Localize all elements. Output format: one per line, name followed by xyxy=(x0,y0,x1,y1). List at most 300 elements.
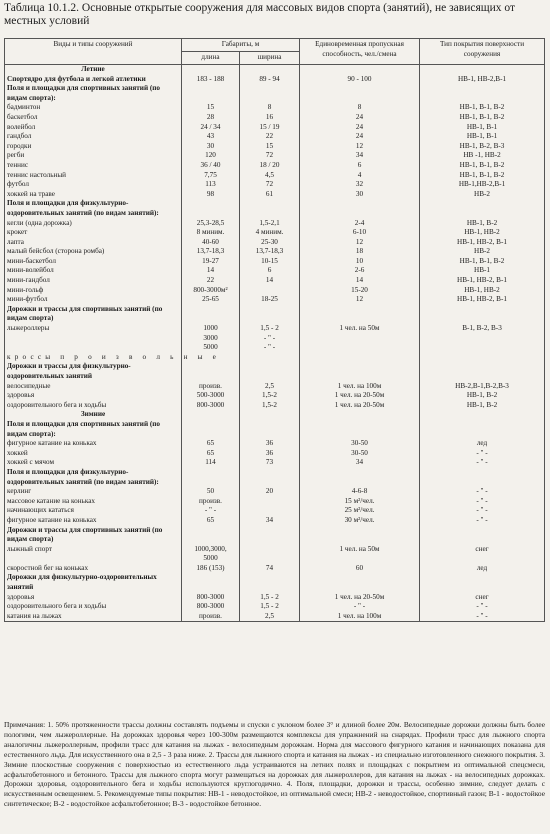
empty-cell xyxy=(420,84,545,103)
table-row xyxy=(5,458,545,468)
header-surface: Тип покрытия поверхности сооружения xyxy=(420,39,545,65)
empty-cell xyxy=(240,65,300,75)
length-cell: 5000 xyxy=(182,343,240,353)
empty-cell xyxy=(300,305,420,324)
empty-cell xyxy=(420,65,545,75)
table-row xyxy=(5,142,545,152)
surface-cell: - " - xyxy=(420,449,545,459)
empty-cell xyxy=(182,468,240,487)
empty-cell xyxy=(240,410,300,420)
surface-cell: НВ-1, В-1 xyxy=(420,123,545,133)
empty-cell xyxy=(300,573,420,592)
capacity-cell: 1 чел. на 50м xyxy=(300,324,420,334)
table-row xyxy=(5,564,545,574)
length-cell: произв. xyxy=(182,382,240,392)
table-row xyxy=(5,612,545,622)
capacity-cell: 8 xyxy=(300,103,420,113)
width-cell: 1,5-2 xyxy=(240,391,300,401)
width-cell: 25-30 xyxy=(240,238,300,248)
width-cell xyxy=(240,497,300,507)
length-cell: 7,75 xyxy=(182,171,240,181)
empty-cell xyxy=(300,199,420,218)
capacity-cell: 24 xyxy=(300,113,420,123)
table-row xyxy=(5,593,545,603)
surface-cell: НВ-1, В-1 xyxy=(420,132,545,142)
table-row xyxy=(5,382,545,392)
length-cell: 43 xyxy=(182,132,240,142)
empty-cell xyxy=(182,199,240,218)
capacity-cell: 4 xyxy=(300,171,420,181)
surface-cell: НВ-1, НВ-2, В-1 xyxy=(420,238,545,248)
empty-cell xyxy=(300,84,420,103)
surface-cell: НВ-1,НВ-2,В-1 xyxy=(420,180,545,190)
season-row xyxy=(5,410,545,420)
surface-cell: - " - xyxy=(420,602,545,612)
facility-name: баскетбол xyxy=(5,113,182,123)
facility-name: мини-футбол xyxy=(5,295,182,305)
width-cell: 18 / 20 xyxy=(240,161,300,171)
group-row xyxy=(5,305,545,324)
width-cell: 22 xyxy=(240,132,300,142)
empty-cell xyxy=(240,526,300,545)
capacity-cell: 1 чел. на 20-50м xyxy=(300,593,420,603)
capacity-cell: 34 xyxy=(300,151,420,161)
table-row xyxy=(5,180,545,190)
facility-name: лыжероллеры xyxy=(5,324,182,334)
facility-name: Спортядро для футбола и легкой атлетики xyxy=(5,75,182,85)
facility-name: теннис настольный xyxy=(5,171,182,181)
empty-cell xyxy=(182,420,240,439)
width-cell: 36 xyxy=(240,449,300,459)
surface-cell: НВ-1, НВ-2,В-1 xyxy=(420,75,545,85)
empty-cell xyxy=(420,468,545,487)
facility-name: кегли (одна дорожка) xyxy=(5,219,182,229)
surface-cell: НВ-1, В-1, В-2 xyxy=(420,171,545,181)
empty-cell xyxy=(300,468,420,487)
facility-name: крокет xyxy=(5,228,182,238)
empty-cell xyxy=(300,410,420,420)
capacity-cell: 24 xyxy=(300,132,420,142)
empty-cell xyxy=(420,420,545,439)
facility-name: гандбол xyxy=(5,132,182,142)
facility-name: мини-волейбол xyxy=(5,266,182,276)
surface-cell: НВ -1, НВ-2 xyxy=(420,151,545,161)
empty-cell xyxy=(420,353,545,363)
capacity-cell xyxy=(300,554,420,564)
table-row xyxy=(5,228,545,238)
table-row xyxy=(5,449,545,459)
length-cell: - " - xyxy=(182,506,240,516)
capacity-cell: 30 м²/чел. xyxy=(300,516,420,526)
group-row xyxy=(5,84,545,103)
facility-name: регби xyxy=(5,151,182,161)
length-cell: 114 xyxy=(182,458,240,468)
empty-cell xyxy=(240,84,300,103)
capacity-cell: 10 xyxy=(300,257,420,267)
table-row xyxy=(5,343,545,353)
table-row xyxy=(5,151,545,161)
table-row xyxy=(5,334,545,344)
facility-name: оздоровительного бега и ходьбы xyxy=(5,401,182,411)
width-cell: 18-25 xyxy=(240,295,300,305)
group-row xyxy=(5,420,545,439)
facility-name: лапта xyxy=(5,238,182,248)
facility-name: оздоровительного бега и ходьбы xyxy=(5,602,182,612)
length-cell: 8 миним. xyxy=(182,228,240,238)
capacity-cell: 30 xyxy=(300,190,420,200)
table-row xyxy=(5,602,545,612)
surface-cell: снег xyxy=(420,593,545,603)
empty-cell xyxy=(240,362,300,381)
capacity-cell: 6-10 xyxy=(300,228,420,238)
table-row xyxy=(5,113,545,123)
table-row xyxy=(5,132,545,142)
width-cell: 2,5 xyxy=(240,612,300,622)
capacity-cell: 15-20 xyxy=(300,286,420,296)
surface-cell: НВ-1, В-1, В-2 xyxy=(420,113,545,123)
length-cell: 36 / 40 xyxy=(182,161,240,171)
length-cell: 500-3000 xyxy=(182,391,240,401)
width-cell xyxy=(240,545,300,555)
facility-name: массовое катание на коньках xyxy=(5,497,182,507)
width-cell: 4,5 xyxy=(240,171,300,181)
surface-cell: - " - xyxy=(420,497,545,507)
group-row xyxy=(5,573,545,592)
capacity-cell: 6 xyxy=(300,161,420,171)
length-cell: 24 / 34 xyxy=(182,123,240,133)
width-cell: 8 xyxy=(240,103,300,113)
width-cell: 2,5 xyxy=(240,382,300,392)
table-row xyxy=(5,506,545,516)
surface-cell: - " - xyxy=(420,458,545,468)
table-row xyxy=(5,295,545,305)
capacity-cell xyxy=(300,343,420,353)
surface-cell xyxy=(420,554,545,564)
facility-name: мини-гандбол xyxy=(5,276,182,286)
facility-name: футбол xyxy=(5,180,182,190)
length-cell: 30 xyxy=(182,142,240,152)
length-cell: 50 xyxy=(182,487,240,497)
length-cell: 28 xyxy=(182,113,240,123)
table-row xyxy=(5,487,545,497)
table-row xyxy=(5,171,545,181)
facility-name xyxy=(5,554,182,564)
width-cell: 15 xyxy=(240,142,300,152)
empty-cell xyxy=(182,84,240,103)
capacity-cell: 34 xyxy=(300,458,420,468)
length-cell: 5000 xyxy=(182,554,240,564)
table-row xyxy=(5,266,545,276)
facility-name: кроссы п р о и з в о л ь н ы е xyxy=(5,353,182,363)
group-row xyxy=(5,526,545,545)
table-row xyxy=(5,103,545,113)
table-row xyxy=(5,219,545,229)
width-cell: 14 xyxy=(240,276,300,286)
header-dimensions: Габариты, м xyxy=(182,39,300,52)
capacity-cell: 12 xyxy=(300,142,420,152)
capacity-cell xyxy=(300,334,420,344)
surface-cell: НВ-1, В-2 xyxy=(420,401,545,411)
season-row xyxy=(5,65,545,75)
surface-cell: НВ-1, В-1, В-2 xyxy=(420,257,545,267)
length-cell: 65 xyxy=(182,439,240,449)
capacity-cell: - " - xyxy=(300,602,420,612)
width-cell: 6 xyxy=(240,266,300,276)
empty-cell xyxy=(240,353,300,363)
length-cell: 15 xyxy=(182,103,240,113)
facility-name: волейбол xyxy=(5,123,182,133)
facility-name xyxy=(5,334,182,344)
capacity-cell: 18 xyxy=(300,247,420,257)
length-cell: 1000 xyxy=(182,324,240,334)
width-cell: 89 - 94 xyxy=(240,75,300,85)
surface-cell: НВ-1, НВ-2 xyxy=(420,228,545,238)
empty-cell xyxy=(182,573,240,592)
length-cell: 98 xyxy=(182,190,240,200)
table-row xyxy=(5,324,545,334)
length-cell: 3000 xyxy=(182,334,240,344)
table-row xyxy=(5,545,545,555)
empty-cell xyxy=(240,199,300,218)
facility-name: мини-гольф xyxy=(5,286,182,296)
width-cell: - " - xyxy=(240,334,300,344)
length-cell: 13,7-18,3 xyxy=(182,247,240,257)
surface-cell: - " - xyxy=(420,612,545,622)
width-cell: 36 xyxy=(240,439,300,449)
group-row xyxy=(5,468,545,487)
surface-cell: НВ-2,В-1,В-2,В-3 xyxy=(420,382,545,392)
empty-cell xyxy=(300,353,420,363)
surface-cell: НВ-1 xyxy=(420,266,545,276)
table-row xyxy=(5,238,545,248)
length-cell: 1000,3000, xyxy=(182,545,240,555)
facility-name: бадминтон xyxy=(5,103,182,113)
facility-name: хоккей с мячом xyxy=(5,458,182,468)
facility-name: катания на лыжах xyxy=(5,612,182,622)
facility-name: фигурное катание на коньках xyxy=(5,439,182,449)
capacity-cell: 4-6-8 xyxy=(300,487,420,497)
empty-cell xyxy=(240,573,300,592)
empty-cell xyxy=(240,420,300,439)
empty-cell xyxy=(420,199,545,218)
capacity-cell: 15 м²/чел. xyxy=(300,497,420,507)
surface-cell: НВ-1, В-2 xyxy=(420,219,545,229)
facility-name: Поля и площадки для физкультурно-оздоровительных занятий (по видам занятий): xyxy=(5,199,182,218)
surface-cell: НВ-1, В-2 xyxy=(420,391,545,401)
empty-cell xyxy=(240,468,300,487)
empty-cell xyxy=(420,362,545,381)
empty-cell xyxy=(182,362,240,381)
width-cell xyxy=(240,554,300,564)
facility-name: городки xyxy=(5,142,182,152)
header-width: ширина xyxy=(240,51,300,65)
capacity-cell: 2-6 xyxy=(300,266,420,276)
length-cell: 14 xyxy=(182,266,240,276)
length-cell: 120 xyxy=(182,151,240,161)
capacity-cell: 30-50 xyxy=(300,439,420,449)
facility-name: теннис xyxy=(5,161,182,171)
capacity-cell: 12 xyxy=(300,238,420,248)
capacity-cell: 12 xyxy=(300,295,420,305)
width-cell: 1,5 - 2 xyxy=(240,324,300,334)
empty-cell xyxy=(182,410,240,420)
width-cell xyxy=(240,286,300,296)
capacity-cell: 1 чел. на 20-50м xyxy=(300,391,420,401)
capacity-cell: 24 xyxy=(300,123,420,133)
footnotes: Примечания: 1. 50% протяженности трассы должны составлять подъемы и спуски с уклоном более 3° и длиной более 20м. Велосипедные дорожки должны быть более пологими, чем лыжероллерные. На дорожках здоровья через 100-300м размещаются комплексы для упражнений на снарядах. Профили трасс для лыжного спорта аналогичны лыжероллерным, профили трасс для катания на лыжах - велосипедным дорожкам. Норма для массового фигурного катания и начинающих показана для естественного льда. Для искусственного она в 2,5 - 3 раза ниже. 2. Трассы для лыжного спорта и катания на лыжах - из специально изготовленного снежного покрытия. 3. Зимние плоскостные сооружения с поверхностью из естественного льда устраиваются на летних полях и площадках с покрытием из оптимальной спецсмеси, асфальтобетонного и бетонного. Трассы для лыжного спорта могут размещаться на дорожках для лыжероллеров, для катания на лыжах - на велосипедных дорожках. Дорожки здоровья, оздоровительного бега и ходьбы используются круглогодично. 4. Поля, площадки, дорожки и трассы, особенно зимние, следует делать с искусственным освещением. 5. Рекомендуемые типы покрытия: НВ-1 - неводостойкое, из оптимальной смеси; НВ-2 - неводостойкое, спортивный газон; В-1 - водостойкое синтетическое; В-2 - водостойкое асфальтобетонное; В-3 - водостойкое бетонное. xyxy=(4,720,545,809)
capacity-cell: 90 - 100 xyxy=(300,75,420,85)
width-cell: 1,5 - 2 xyxy=(240,593,300,603)
facility-name: начинающих кататься xyxy=(5,506,182,516)
width-cell: 72 xyxy=(240,180,300,190)
facility-name: хоккей на траве xyxy=(5,190,182,200)
capacity-cell: 30-50 xyxy=(300,449,420,459)
facility-name: скоростной бег на коньках xyxy=(5,564,182,574)
table-body xyxy=(5,65,545,622)
length-cell: 800-3000 xyxy=(182,602,240,612)
surface-cell: НВ-2 xyxy=(420,247,545,257)
table-row xyxy=(5,247,545,257)
width-cell: 1,5-2 xyxy=(240,401,300,411)
facility-name: фигурное катание на коньках xyxy=(5,516,182,526)
facility-name: велосипедные xyxy=(5,382,182,392)
width-cell: 1,5 - 2 xyxy=(240,602,300,612)
header-type: Виды и типы сооружений xyxy=(5,39,182,65)
length-cell: произв. xyxy=(182,497,240,507)
capacity-cell: 1 чел. на 20-50м xyxy=(300,401,420,411)
surface-cell: НВ-1, НВ-2, В-1 xyxy=(420,276,545,286)
surface-cell: НВ-1, В-1, В-2 xyxy=(420,103,545,113)
capacity-cell: 14 xyxy=(300,276,420,286)
facility-name: здоровья xyxy=(5,391,182,401)
empty-cell xyxy=(182,65,240,75)
surface-cell: НВ-1, В-2, В-3 xyxy=(420,142,545,152)
empty-cell xyxy=(300,65,420,75)
width-cell: - " - xyxy=(240,343,300,353)
surface-cell: НВ-1, НВ-2, В-1 xyxy=(420,295,545,305)
length-cell: 25-65 xyxy=(182,295,240,305)
empty-cell xyxy=(182,305,240,324)
surface-cell: снег xyxy=(420,545,545,555)
table-row xyxy=(5,554,545,564)
length-cell: 113 xyxy=(182,180,240,190)
length-cell: 40-60 xyxy=(182,238,240,248)
length-cell: 183 - 188 xyxy=(182,75,240,85)
facility-name: мини-баскетбол xyxy=(5,257,182,267)
surface-cell: - " - xyxy=(420,506,545,516)
width-cell: 61 xyxy=(240,190,300,200)
facility-name: Летние xyxy=(5,65,182,75)
width-cell: 72 xyxy=(240,151,300,161)
table-row xyxy=(5,439,545,449)
empty-cell xyxy=(420,410,545,420)
table-row xyxy=(5,401,545,411)
group-row xyxy=(5,362,545,381)
table-row xyxy=(5,257,545,267)
length-cell: 22 xyxy=(182,276,240,286)
surface-cell xyxy=(420,343,545,353)
table-row xyxy=(5,286,545,296)
width-cell: 13,7-18,3 xyxy=(240,247,300,257)
facility-name xyxy=(5,343,182,353)
facility-name: Зимние xyxy=(5,410,182,420)
empty-cell xyxy=(420,573,545,592)
length-cell: 19-27 xyxy=(182,257,240,267)
facility-name: керлинг xyxy=(5,487,182,497)
empty-cell xyxy=(240,305,300,324)
header-capacity: Единовременная пропускная способность, чел./смена xyxy=(300,39,420,65)
capacity-cell: 1 чел. на 100м xyxy=(300,382,420,392)
facility-name: Поля и площадки для спортивных занятий (по видам спорта): xyxy=(5,420,182,439)
table-row xyxy=(5,497,545,507)
page-title: Таблица 10.1.2. Основные открытые сооружения для массовых видов спорта (занятий), не зависящих от местных условий xyxy=(4,2,516,27)
length-cell: 800-3000 xyxy=(182,401,240,411)
table-row xyxy=(5,353,545,363)
facility-name: Поля и площадки для физкультурно-оздоровительных занятий (по видам занятий): xyxy=(5,468,182,487)
length-cell: 800-3000 xyxy=(182,593,240,603)
surface-cell: НВ-1, НВ-2 xyxy=(420,286,545,296)
facility-name: здоровья xyxy=(5,593,182,603)
facility-name: лыжный спорт xyxy=(5,545,182,555)
facility-name: хоккей xyxy=(5,449,182,459)
width-cell: 1,5-2,1 xyxy=(240,219,300,229)
capacity-cell: 1 чел. на 100м xyxy=(300,612,420,622)
surface-cell: - " - xyxy=(420,487,545,497)
header-length: длина xyxy=(182,51,240,65)
length-cell: 186 (153) xyxy=(182,564,240,574)
facility-name: Дорожки и трассы для спортивных занятий (по видам спорта) xyxy=(5,305,182,324)
facilities-table xyxy=(4,38,545,622)
group-row xyxy=(5,75,545,85)
width-cell: 74 xyxy=(240,564,300,574)
group-row xyxy=(5,199,545,218)
surface-cell: НВ-1, В-1, В-2 xyxy=(420,161,545,171)
facility-name: Дорожки и трассы для физкультурно-оздоровительных занятий xyxy=(5,362,182,381)
capacity-cell: 25 м²/чел. xyxy=(300,506,420,516)
surface-cell: лед xyxy=(420,439,545,449)
length-cell: произв. xyxy=(182,612,240,622)
empty-cell xyxy=(420,305,545,324)
width-cell: 15 / 19 xyxy=(240,123,300,133)
width-cell: 16 xyxy=(240,113,300,123)
empty-cell xyxy=(182,526,240,545)
surface-cell: - " - xyxy=(420,516,545,526)
table-row xyxy=(5,516,545,526)
surface-cell xyxy=(420,334,545,344)
surface-cell: НВ-2 xyxy=(420,190,545,200)
capacity-cell: 2-4 xyxy=(300,219,420,229)
empty-cell xyxy=(300,526,420,545)
width-cell: 34 xyxy=(240,516,300,526)
facility-name: Поля и площадки для спортивных занятий (по видам спорта): xyxy=(5,84,182,103)
empty-cell xyxy=(420,526,545,545)
table-row xyxy=(5,391,545,401)
table-row xyxy=(5,123,545,133)
width-cell: 73 xyxy=(240,458,300,468)
length-cell: 25,3-28,5 xyxy=(182,219,240,229)
surface-cell: лед xyxy=(420,564,545,574)
length-cell: 65 xyxy=(182,449,240,459)
facility-name: малый бейсбол (сторона ромба) xyxy=(5,247,182,257)
table-row xyxy=(5,190,545,200)
table-row xyxy=(5,276,545,286)
empty-cell xyxy=(300,362,420,381)
empty-cell xyxy=(300,420,420,439)
width-cell: 10-15 xyxy=(240,257,300,267)
facility-name: Дорожки и трассы для спортивных занятий (по видам спорта) xyxy=(5,526,182,545)
width-cell xyxy=(240,506,300,516)
length-cell: 65 xyxy=(182,516,240,526)
